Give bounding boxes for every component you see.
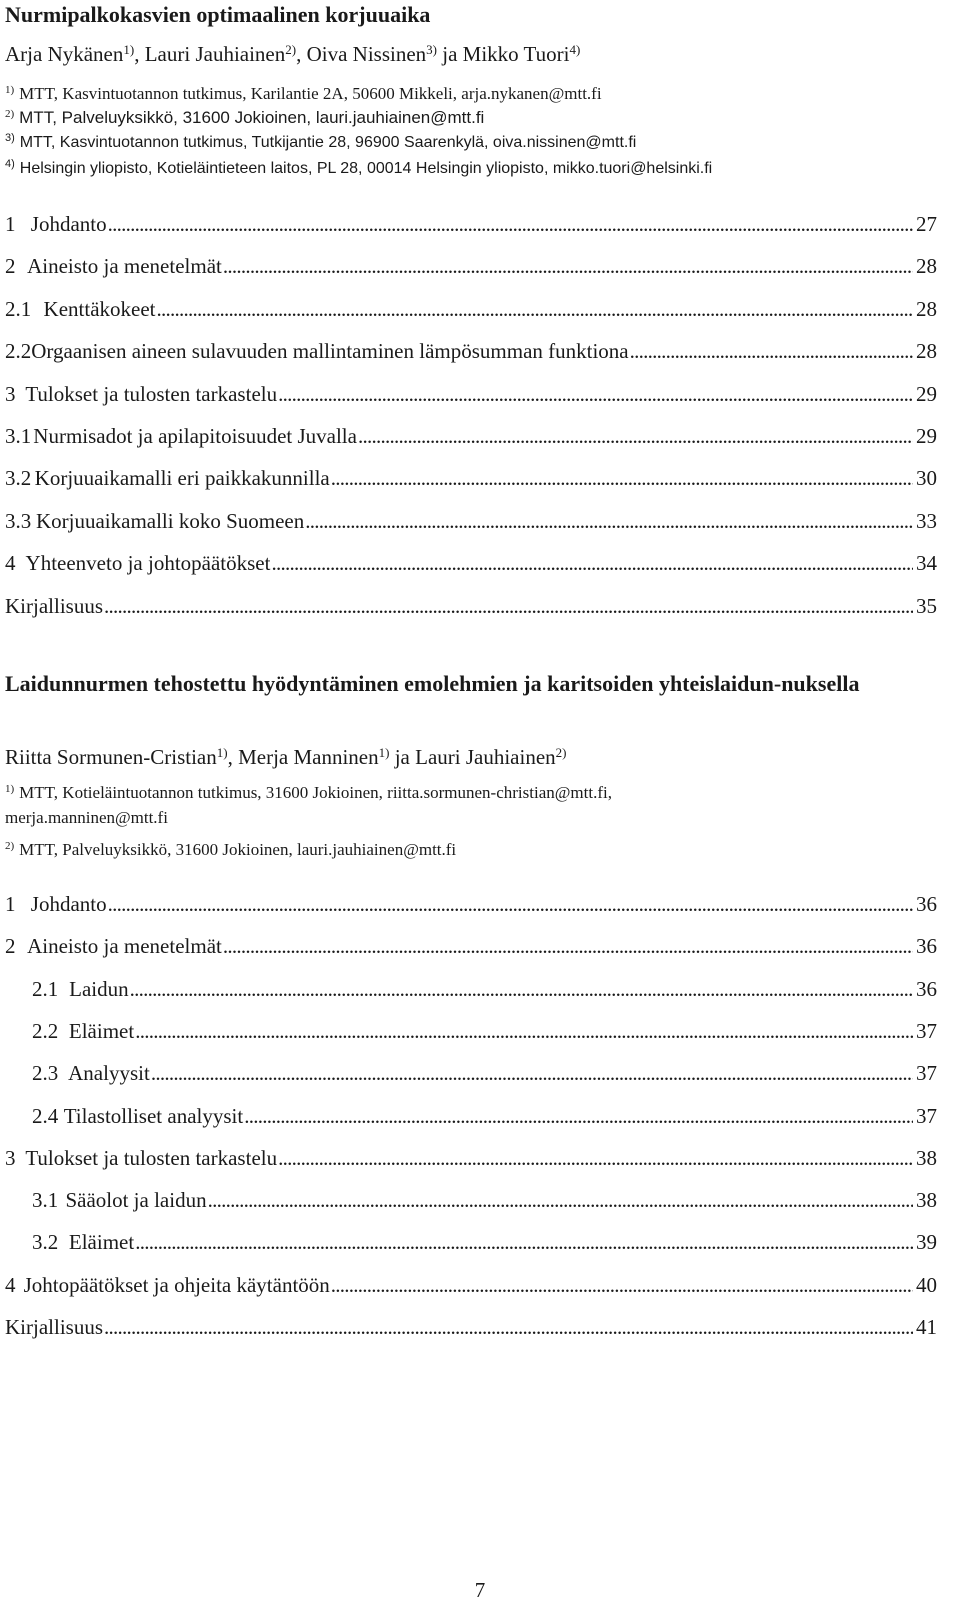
affiliation [5,783,612,803]
author-separator: , [134,42,145,66]
toc-dot-leader [223,254,913,278]
toc-entry-page: 29 [916,381,937,406]
toc-entry [32,1104,937,1132]
toc-entry-number: 4 [5,551,16,576]
author-separator: ja [389,745,416,769]
toc-entry-number: 2.2 [5,339,32,364]
author-name: Lauri Jauhiainen [415,745,556,769]
affiliation-text: merja.manninen@mtt.fi [5,808,168,827]
toc-entry-page: 28 [916,339,937,364]
toc-entry [32,1061,937,1089]
toc-dot-leader [630,339,913,363]
toc-entry-label: Yhteenveto ja johtopäätökset [25,551,271,576]
toc-dot-leader [135,1019,913,1043]
toc-entry-label: Orgaanisen aineen sulavuuden mallintaminen lämpösumman funktiona [31,339,629,364]
affiliation [5,160,712,178]
toc-dot-leader [244,1104,913,1128]
toc-entry-page: 36 [916,976,937,1001]
affiliation [5,84,602,104]
author-separator: , [296,42,307,66]
author-name: Lauri Jauhiainen [144,42,286,66]
toc-entry [32,1019,937,1047]
affiliation [5,108,484,128]
toc-entry-label: Johdanto [30,212,107,236]
affiliation-mark: 1) [5,84,15,96]
toc-entry-label: Johtopäätökset ja ohjeita käytäntöön [23,1272,330,1297]
toc-dot-leader [305,509,913,533]
author-affiliation-mark: 2) [285,42,297,57]
toc-entry-number: 2.2 [32,1018,59,1043]
toc-entry-page: 29 [916,424,937,448]
toc-entry-number: 3.3 [5,508,32,533]
toc-entry-page: 33 [916,508,937,533]
toc-entry-page: 28 [916,296,937,321]
toc-entry-number: 4 [5,1272,16,1297]
affiliation-text: MTT, Kotieläintuotannon tutkimus, 31600 Jokioinen, riitta.sormunen-christian@mtt.fi, [19,783,612,802]
author-list [5,745,567,770]
toc-entry-label: Tulokset ja tulosten tarkastelu [25,1145,278,1170]
toc-entry-page: 30 [916,466,937,491]
author-affiliation-mark: 1) [216,745,228,760]
article-title: Laidunnurmen tehostettu hyödyntäminen emolehmien ja karitsoiden yhteislaidun-nuksella [5,671,860,696]
toc-entry [32,977,937,1005]
toc-dot-leader [157,297,914,321]
toc-dot-leader [130,977,913,1001]
toc-dot-leader [151,1061,913,1085]
toc-entry [5,382,937,410]
toc-entry-page: 38 [916,1145,937,1170]
affiliation-mark: 3) [5,132,15,144]
toc-entry-label: Eläimet [68,1230,135,1255]
toc-entry-number: 2.3 [32,1061,59,1086]
toc-entry-label: Tilastolliset analyysit [63,1103,244,1128]
toc-entry-label: Johdanto [30,892,107,916]
toc-dot-leader [331,1273,913,1297]
author-affiliation-mark: 2) [555,745,567,760]
toc-entry-page: 27 [916,212,937,236]
toc-entry-page: 40 [916,1272,937,1297]
page-number: 7 [474,1578,486,1602]
affiliation-mark: 2) [5,840,15,852]
toc-dot-leader [278,1146,913,1170]
toc-entry [5,466,937,494]
author-name: Merja Manninen [238,745,379,769]
toc-entry-page: 36 [916,934,937,959]
author-name: Oiva Nissinen [306,42,427,66]
toc-entry-label: Aineisto ja menetelmät [27,254,222,279]
toc-entry-page: 34 [916,551,937,576]
toc-entry-page: 39 [916,1230,937,1255]
toc-entry-page: 37 [916,1103,937,1128]
toc-entry-label: Eläimet [68,1018,135,1043]
toc-entry-label: Laidun [69,976,129,1001]
toc-dot-leader [223,934,913,958]
toc-entry-label: Kirjallisuus [5,593,103,618]
toc-entry-page: 41 [916,1315,937,1339]
toc-entry-number: 2 [5,254,16,279]
author-list [5,42,580,67]
toc-entry [5,1146,937,1174]
affiliation-text: MTT, Kasvintuotannon tutkimus, Karilantie 2A, 50600 Mikkeli, arja.nykanen@mtt.fi [19,84,602,103]
toc-dot-leader [104,594,913,618]
article-title: Nurmipalkokasvien optimaalinen korjuuaika [5,2,431,27]
toc-entry-page: 36 [916,892,937,916]
toc-entry-page: 37 [916,1018,937,1043]
affiliation-text: MTT, Palveluyksikkö, 31600 Jokioinen, lauri.jauhiainen@mtt.fi [19,840,457,859]
toc-entry-number: 3 [5,1145,16,1170]
toc-entry-page: 28 [916,254,937,279]
author-affiliation-mark: 4) [569,42,581,57]
affiliation-mark: 1) [5,783,15,795]
toc-dot-leader [208,1188,913,1212]
toc-entry [5,424,937,452]
affiliation-text: MTT, Palveluyksikkö, 31600 Jokioinen, lauri.jauhiainen@mtt.fi [19,108,485,127]
toc-entry [5,509,937,537]
toc-entry [5,297,937,325]
author-name: Arja Nykänen [5,42,124,66]
affiliation-text: MTT, Kasvintuotannon tutkimus, Tutkijantie 28, 96900 Saarenkylä, oiva.nissinen@mtt.fi [19,134,637,151]
toc-entry [5,1273,937,1301]
affiliation-mark: 2) [5,108,15,120]
toc-entry [32,1188,937,1216]
toc-dot-leader [331,466,913,490]
toc-entry-page: 38 [916,1188,937,1213]
toc-entry [32,1230,937,1258]
toc-entry-number: 3.2 [5,466,32,491]
toc-dot-leader [135,1230,913,1254]
toc-entry [5,594,937,622]
toc-entry [5,339,937,367]
affiliation-text: Helsingin yliopisto, Kotieläintieteen laitos, PL 28, 00014 Helsingin yliopisto, mikko.tuori@helsinki.fi [19,160,713,177]
toc-dot-leader [104,1315,913,1339]
affiliation [5,134,636,152]
toc-dot-leader [278,382,913,406]
toc-entry-label: Analyysit [68,1061,150,1086]
toc-entry-number: 3 [5,381,16,406]
toc-entry-page: 35 [916,593,937,618]
toc-entry-number: 2.1 [5,296,32,321]
toc-entry-page: 37 [916,1061,937,1086]
toc-entry [5,934,937,962]
affiliation [5,808,168,828]
toc-dot-leader [108,892,913,916]
toc-entry-label: Kenttäkokeet [43,296,156,321]
toc-entry-number: 3.2 [32,1230,59,1255]
toc-entry-label: Kirjallisuus [5,1315,103,1339]
toc-entry [5,1315,937,1343]
author-affiliation-mark: 1) [378,745,390,760]
author-separator: ja [437,42,463,66]
toc-entry-number: 2.1 [32,976,59,1001]
toc-dot-leader [271,551,913,575]
toc-entry-label: Nurmisadot ja apilapitoisuudet Juvalla [33,424,357,448]
affiliation-mark: 4) [5,158,15,170]
author-name: Mikko Tuori [462,42,570,66]
toc-entry-number: 1 [5,212,16,236]
toc-entry-number: 2 [5,934,16,959]
toc-entry-number: 3.1 [5,424,32,448]
toc-entry [5,254,937,282]
author-affiliation-mark: 3) [426,42,438,57]
toc-entry-number: 2.4 [32,1103,59,1128]
affiliation [5,840,456,860]
toc-entry-label: Tulokset ja tulosten tarkastelu [25,381,278,406]
toc-entry-label: Korjuuaikamalli koko Suomeen [35,508,305,533]
toc-entry [5,551,937,579]
toc-entry-number: 1 [5,892,16,916]
toc-entry-number: 3.1 [32,1188,59,1213]
toc-entry-label: Korjuuaikamalli eri paikkakunnilla [34,466,330,491]
author-name: Riitta Sormunen-Cristian [5,745,217,769]
toc-entry-label: Sääolot ja laidun [65,1188,207,1213]
author-affiliation-mark: 1) [123,42,135,57]
toc-entry [5,212,937,240]
toc-dot-leader [108,212,913,236]
toc-entry-label: Aineisto ja menetelmät [27,934,222,959]
toc-entry [5,892,937,920]
author-separator: , [227,745,239,769]
toc-dot-leader [358,424,913,448]
